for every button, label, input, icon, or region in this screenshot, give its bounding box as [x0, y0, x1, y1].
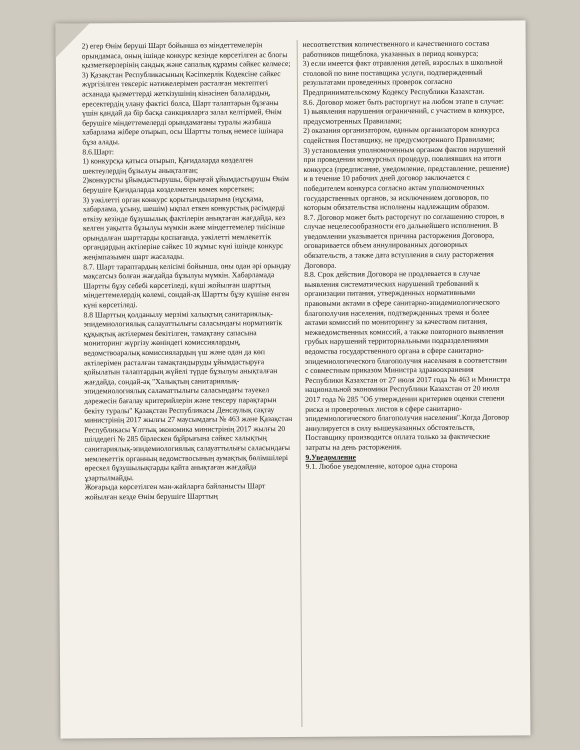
document-page	[56, 20, 531, 738]
paragraph: 9.1. Любое уведомление, которое одна сторона	[305, 460, 458, 472]
paragraph: 3) установления уполномоченным органом фактов нарушений при проведении конкурсных процедур, повлиявших на итоги конкурса (предписание, уведомление, представление, решение) и в течение 10 рабочих дней договор заключается с победителем конкурса согласно актам уполномоченных государственных органов, за исключением договоров, по которым обязательства исполнены надлежащим образом.	[303, 144, 510, 213]
paragraph: несоответствия количественного и качественного состава работников пищеблока, указанных в период конкурса;	[302, 38, 490, 59]
paragraph: 8.8. Срок действия Договора не продлевается в случае выявления систематических нарушений требований к организации питания, утвержденных нормативными правовыми актами в сфере санитарно-эпидемиологического благополучия населения, подтвержденных тремя и более актами комиссий по мониторингу за качеством питания, межведомственных комиссий, а также повторного выявления грубых нарушений территориальными подразделениями ведомства государственного органа в сфере санитарно-эпидемиологического благополучия населения в соответствии с совместным приказом Министра здравоохранения Республики Казахстан от 27 июля 2017 года № 463 и Министра национальной экономики Республики Казахстан от 20 июля 2017 года № 285 "Об утверждении критериев оценки степени риска и проверочных листов в сфере санитарно-эпидемиологического благополучия населения".Когда Договор аннулируется в силу вышеуказанных обстоятельств, Поставщику производится оплата только за фактические затраты на день расторжения.	[304, 268, 511, 452]
paragraph: Жоғарыда көрсетілген мән-жайларға байланысты Шарт жойылған кезде Өнім берушіге Шарттың	[84, 481, 266, 502]
two-column-text	[82, 38, 519, 728]
paragraph: 8.8 Шарттың қолданылу мерзімі халықтың санитариялық-эпидемиологиялық салауаттылығы саласындағы нормативтік құқықтық актілермен бекітілген, тамақтану сапасына мониторинг жүргізу жөніндегі комиссиялардың, ведомствоаралық комиссиялардың үш және одан да көп актілерімен расталған тамақтандыруды ұйымдастыруға қойылатын талаптардың жүйелі түрде бұзылуы анықталған жағдайда, сондай-ақ "Халықтың санитариялық-эпидемиологиялық саламаттылығы саласындағы тәуекел дәрежесін бағалау критерийлерін және тексеру парақтарын бекіту туралы" Қазақстан Республикасы Денсаулық сақтау министрінің 2017 жылғы 27 маусымдағы № 463 және Қазақстан Республикасы Ұлттық экономика министрінің 2017 жылғы 20 шілдедегі № 285 бірлескен бұйрығына сәйкес халықтың санитариялық-эпидемиологиялық салауаттылығы саласындағы мемлекеттік органның ведомствосының аумақтық бөлімшілері өрескел бұзушылықтарды қайта анықтаған жағдайда ұзартылмайды.	[83, 308, 293, 483]
paragraph: 1) выявления нарушения ограничений, с участием в конкурсе, предусмотренных Правилами;	[303, 105, 505, 126]
section-heading: 9.Уведомление	[305, 452, 357, 462]
kazakh-column	[82, 40, 303, 728]
russian-column	[298, 38, 519, 726]
paragraph: 8.7. Шарт тараптардың келісімі бойынша, оны одан әрі орындау мақсатсыз болған жағдайда бұзылуы мүмкін. Хабарламада Шартты бұзу себебі көрсетіледі, күші жойылған шарттың міндеттемелердің көлемі, сондай-ақ Шартты бұзу күшіне енген күні көрсетіледі.	[83, 260, 291, 310]
paragraph: 1) конкурсқа қатыса отырып, Қағидаларда көзделген шектеулердің бұзылуы анықталған;	[82, 155, 254, 176]
section-label: 8.6. Договор может быть расторгнут на любом этапе в случае:	[303, 96, 504, 107]
paragraph: 8.7. Договор может быть расторгнут по соглашению сторон, в случае нецелесообразности его дальнейшего исполнения. В уведомлении указывается причина расторжения Договора, оговаривается объем аннулированных договорных обязательств, а также дата вступления в силу расторжения Договора.	[303, 211, 505, 270]
paragraph: 3) уәкілетті орган конкурс қорытындыларына (нұсқама, хабарлама, ұсыну, шешім) ықпал еткен конкурстық рәсімдерді өткізу кезінде бұзушылық фактілерін анықтаған жағдайда, кез келген уақытта бұзылуы мүмкін және міндеттемелер тиісінше орындалған шарттарды қоспағанда, уәкілетті мемлекеттік органдардың актілеріне сәйкес 10 жұмыс күні ішінде конкурс жеңімпазымен шарт жасалады.	[82, 193, 286, 262]
paragraph: 2)конкурсты ұйымдастырушы, бірыңғай ұйымдастырушы Өнім берушіге Қағидаларда көзделмеген көмек көрсеткен;	[82, 174, 290, 195]
paragraph: 3) Қазақстан Республикасының Кәсіпкерлік Кодексіне сәйкес жүргізілген тексеріс нәтижелерімен расталған мектептегі асханада қызметтерді жеткізушінің кінәсінен балалардың, ересектердің улану фактісі болса, Шарт талаптарын бұзғаны үшін қандай да бір басқа санкцияларға залал келтірмей, Өнім берушіге міндеттемелерді орындамағаны туралы жазбаша хабарлама жібере отырып, осы Шартты толық немесе ішінара бұза алады.	[81, 68, 284, 147]
section-label: 8.6.Шарт:	[82, 146, 114, 156]
paragraph: 2) егер Өнім беруші Шарт бойынша өз міндеттемелерін орындамаса, оның ішінде конкурс кезінде көрсетілген ас блогы қызметкерлерінің сандық және сапалық құрамы сәйкес келмесе;	[81, 40, 291, 70]
paragraph: 3) если имеется факт отравления детей, взрослых в школьной столовой по вине поставщика услуги, подтвержденный результатами проведенных проверок согласно Предпринимательскому Кодексу Республики Казахстан.	[302, 57, 503, 97]
paragraph: 2) оказания организатором, единым организатором конкурса содействия Поставщику, не предусмотренного Правилами;	[303, 124, 500, 145]
